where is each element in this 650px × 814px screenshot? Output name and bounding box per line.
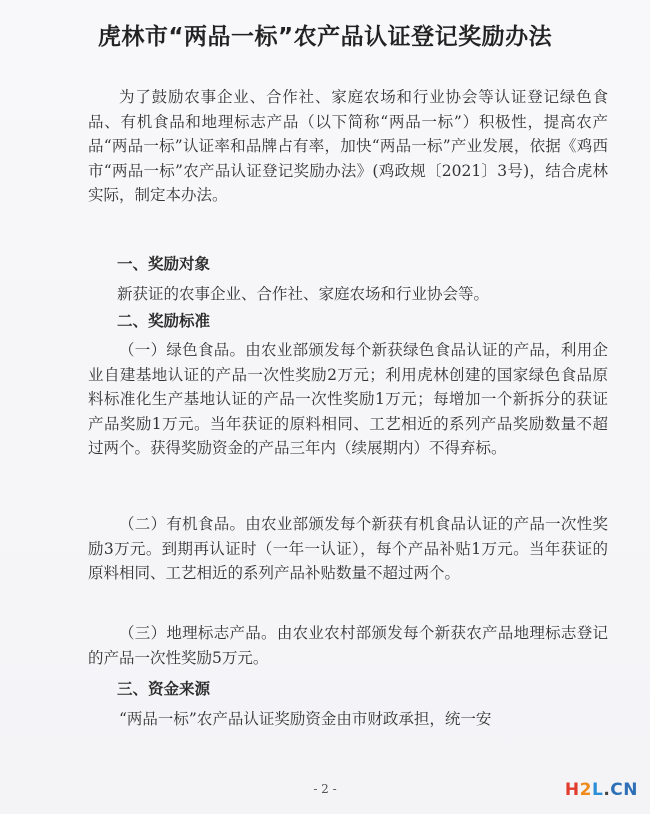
page-number: - 2 - xyxy=(313,782,337,796)
item-geo-indication xyxy=(88,621,608,670)
watermark-part-dot: . xyxy=(603,780,611,800)
watermark-part-2: 2 xyxy=(579,780,592,800)
section-text-reward-target: 新获证的农事企业、合作社、家庭农场和行业协会等。 xyxy=(117,285,490,303)
section-heading-reward-standard: 二、奖励标准 xyxy=(117,312,211,330)
section-heading-fund-source: 三、资金来源 xyxy=(117,680,211,698)
item-geo-indication-text: （三）地理标志产品。由农业农村部颁发每个新获农产品地理标志登记的产品一次性奖励5万元。 xyxy=(88,624,608,667)
watermark-part-l: L xyxy=(591,780,604,800)
item-green-food-text: （一）绿色食品。由农业部颁发每个新获绿色食品认证的产品，利用企业自建基地认证的产品一次性奖励2万元；利用虎林创建的国家绿色食品原料标准化生产基地认证的产品一次性奖励1万元；每增加一个新拆分的获证产品奖励1万元。当年获证的原料相同、工艺相近的系列产品奖励数量不超过两个。获得奖励资金的产品三年内（续展期内）不得弃标。 xyxy=(88,341,608,458)
watermark-part-h: H xyxy=(564,780,580,800)
intro-text: 为了鼓励农事企业、合作社、家庭农场和行业协会等认证登记绿色食品、有机食品和地理标志产品（以下简称“两品一标”）积极性，提高农产品“两品一标”认证率和品牌占有率，加快“两品一标”产业发展，依据《鸡西市“两品一标”农产品认证登记奖励办法》(鸡政规〔2021〕3号)，结合虎林实际，制定本办法。 xyxy=(88,88,608,205)
fund-source-text: “两品一标”农产品认证奖励资金由市财政承担，统一安 xyxy=(119,710,492,728)
item-organic-food-text: （二）有机食品。由农业部颁发每个新获有机食品认证的产品一次性奖励3万元。到期再认证时（一年一认证），每个产品补贴1万元。当年获证的原料相同、工艺相近的系列产品补贴数量不超过两个。 xyxy=(88,515,608,583)
watermark-part-cn: CN xyxy=(610,780,638,800)
site-watermark-logo xyxy=(565,780,638,800)
fund-source-paragraph xyxy=(88,707,608,732)
document-title: 虎林市“两品一标”农产品认证登记奖励办法 xyxy=(97,24,553,50)
section-heading-reward-target: 一、奖励对象 xyxy=(117,255,211,273)
intro-paragraph xyxy=(88,85,608,208)
item-organic-food xyxy=(88,512,608,586)
item-green-food xyxy=(88,338,608,461)
